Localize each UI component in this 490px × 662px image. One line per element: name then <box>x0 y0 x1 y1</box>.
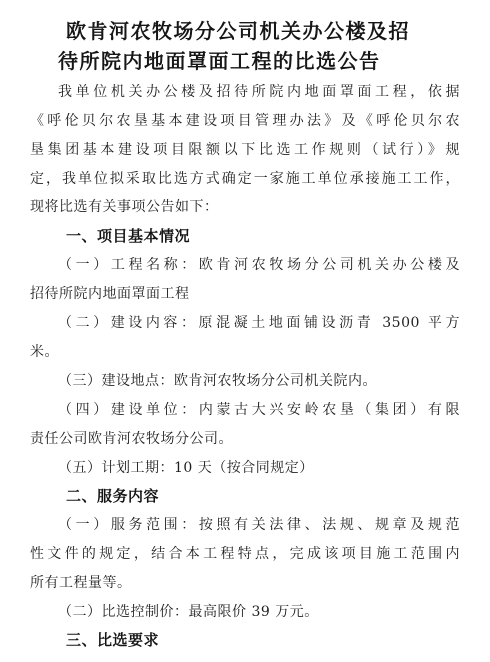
section-line: （二）比选控制价：最高限价 39 万元。 <box>58 604 319 620</box>
section-heading: 一、项目基本情况 <box>66 227 191 245</box>
section-line: （三）建设地点：欧肯河农牧场分公司机关院内。 <box>58 373 377 389</box>
section-heading: 二、服务内容 <box>66 487 160 505</box>
section-line: （一）工程名称：欧肯河农牧场分公司机关办公楼及 <box>58 257 460 273</box>
section-line: （一）服务范围：按照有关法律、法规、规章及规范 <box>58 517 460 533</box>
document-title-line-2: 待所院内地面罩面工程的比选公告 <box>58 49 381 73</box>
intro-line: 定，我单位拟采取比选方式确定一家施工单位承接施工工作， <box>30 171 460 187</box>
document-title-line-1: 欧肯河农牧场分公司机关办公楼及招 <box>66 19 410 43</box>
section-line: （五）计划工期：10 天（按合同规定） <box>58 460 314 476</box>
section-line: 责任公司欧肯河农牧场分公司。 <box>30 431 233 447</box>
intro-line: 垦集团基本建设项目限额以下比选工作规则（试行）》规 <box>30 142 460 158</box>
section-line: （二）建设内容：原混凝土地面铺设沥青 3500 平方 <box>58 315 460 331</box>
section-heading: 三、比选要求 <box>66 631 160 649</box>
section-line: 米。 <box>30 344 59 360</box>
section-line: 所有工程量等。 <box>30 575 132 591</box>
section-line: （四）建设单位：内蒙古大兴安岭农垦（集团）有限 <box>58 402 460 418</box>
intro-line: 《呼伦贝尔农垦基本建设项目管理办法》及《呼伦贝尔农 <box>30 113 460 129</box>
intro-line: 我单位机关办公楼及招待所院内地面罩面工程，依据 <box>58 84 460 100</box>
section-line: 招待所院内地面罩面工程 <box>30 286 190 302</box>
intro-line: 现将比选有关事项公告如下： <box>30 199 219 215</box>
section-line: 性文件的规定，结合本工程特点，完成该项目施工范围内 <box>30 546 460 562</box>
